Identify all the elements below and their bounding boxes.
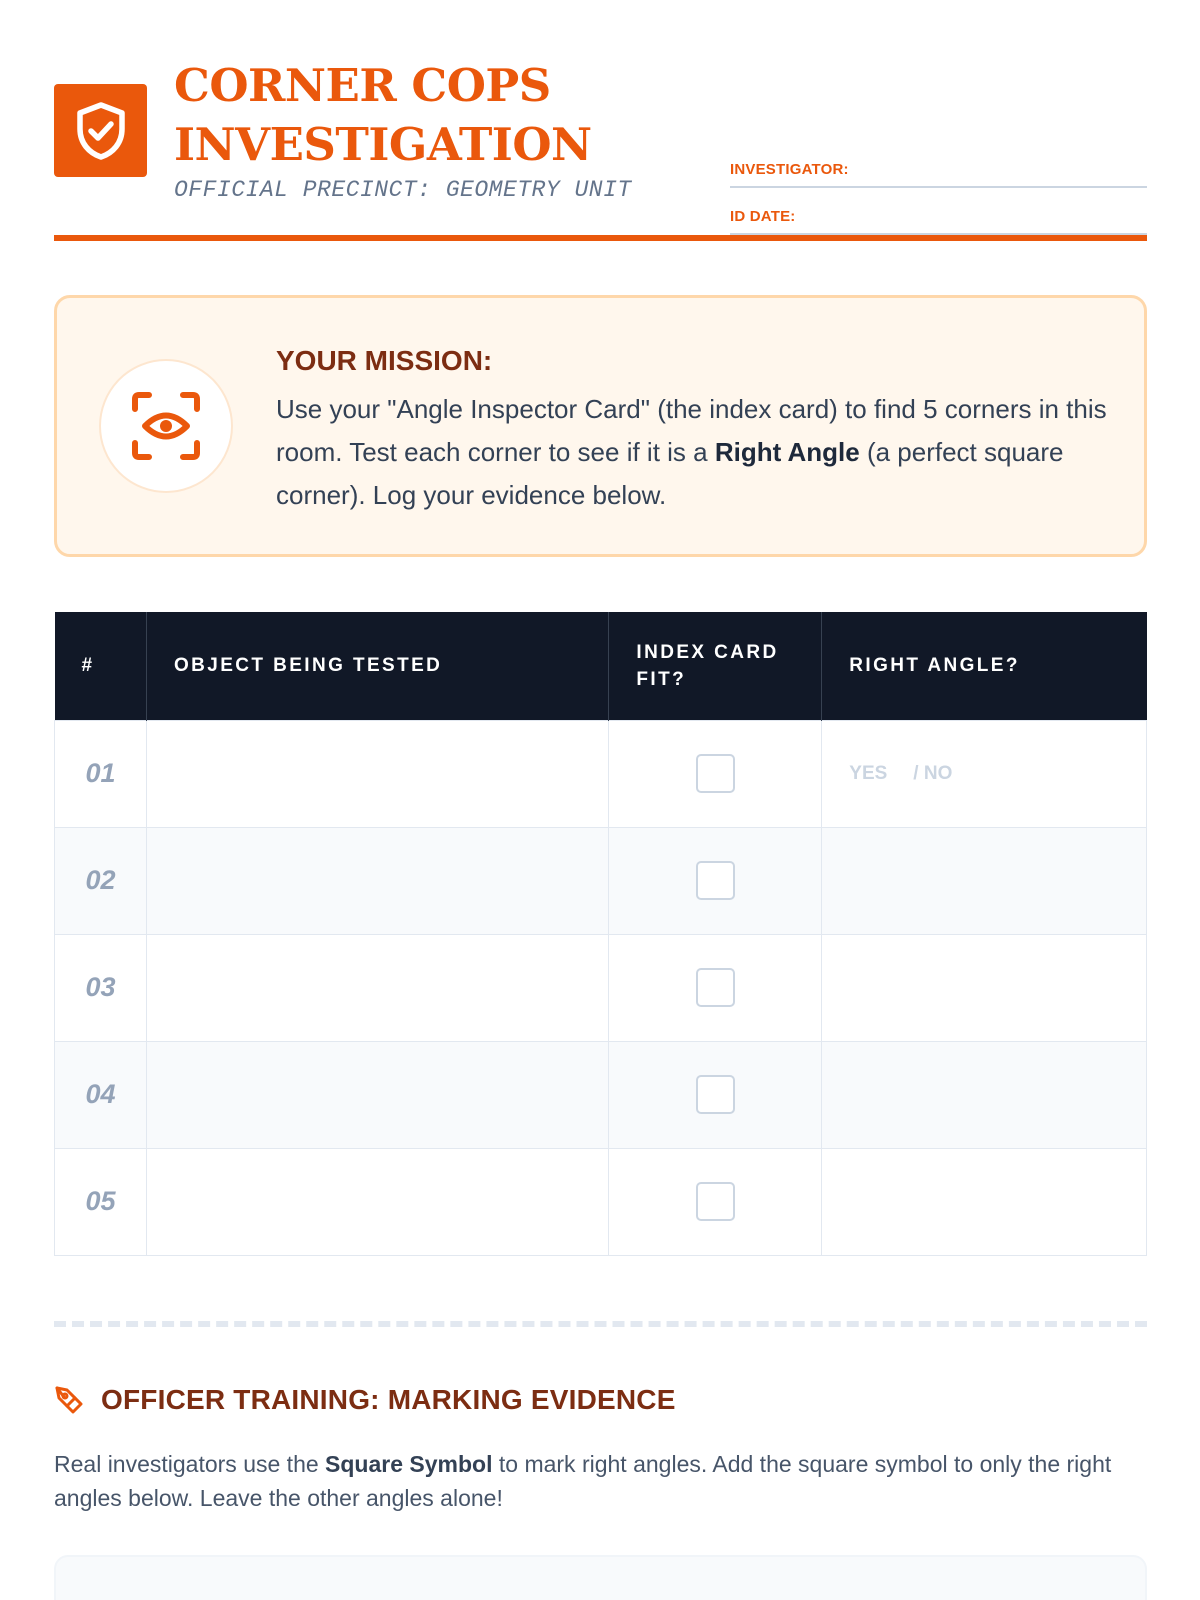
- table-header-row: [55, 612, 1147, 720]
- shield-check-icon: [74, 101, 128, 161]
- mission-instructions: Use your "Angle Inspector Card" (the index card) to find 5 corners in this room. Test each corner to see if it is a Right Angle (a perfect square corner). Log your evidence below.: [276, 394, 1107, 510]
- right-angle-cell[interactable]: [822, 1041, 1147, 1148]
- column-header-right-angle: RIGHT ANGLE?: [822, 612, 1147, 720]
- table-row: [55, 1041, 1147, 1148]
- page-title: CORNER COPS INVESTIGATION: [174, 59, 592, 171]
- eye-scan-icon: [131, 391, 201, 461]
- square-symbol-term: Square Symbol: [325, 1451, 493, 1477]
- id-date-label: ID DATE:: [730, 208, 796, 225]
- column-header-card-fit: INDEX CARD FIT?: [609, 612, 822, 720]
- pen-icon: [54, 1385, 86, 1417]
- table-row: [55, 1148, 1147, 1255]
- card-fit-checkbox[interactable]: [696, 1075, 735, 1114]
- mission-heading: YOUR MISSION:: [276, 345, 493, 376]
- id-date-field[interactable]: [730, 207, 1147, 235]
- logo: [54, 84, 147, 177]
- mission-panel: [54, 295, 1147, 557]
- page-subtitle: OFFICIAL PRECINCT: GEOMETRY UNIT: [174, 177, 632, 203]
- mission-icon-circle: [99, 359, 233, 493]
- table-row: [55, 934, 1147, 1041]
- section-divider: [54, 1321, 1147, 1327]
- right-angle-cell[interactable]: [822, 1148, 1147, 1255]
- evidence-table: [54, 612, 1147, 1256]
- object-cell[interactable]: [146, 934, 608, 1041]
- investigator-field[interactable]: [730, 160, 1147, 188]
- right-angle-cell[interactable]: [822, 934, 1147, 1041]
- card-fit-checkbox[interactable]: [696, 1182, 735, 1221]
- object-cell[interactable]: [146, 1148, 608, 1255]
- training-instructions: Real investigators use the Square Symbol to mark right angles. Add the square symbol to only the right angles below. Leave the other angles alone!: [54, 1451, 1112, 1511]
- right-angle-cell[interactable]: [822, 827, 1147, 934]
- object-cell[interactable]: [146, 720, 608, 827]
- header-divider: [54, 235, 1147, 241]
- row-number: 04: [55, 1041, 147, 1148]
- table-row: [55, 720, 1147, 827]
- card-fit-checkbox[interactable]: [696, 968, 735, 1007]
- object-cell[interactable]: [146, 827, 608, 934]
- no-option[interactable]: / NO: [913, 762, 953, 784]
- card-fit-checkbox[interactable]: [696, 861, 735, 900]
- row-number: 02: [55, 827, 147, 934]
- row-number: 03: [55, 934, 147, 1041]
- card-fit-checkbox[interactable]: [696, 754, 735, 793]
- column-header-object: OBJECT BEING TESTED: [146, 612, 608, 720]
- row-number: 05: [55, 1148, 147, 1255]
- training-heading: OFFICER TRAINING: MARKING EVIDENCE: [101, 1384, 676, 1415]
- right-angle-cell[interactable]: [822, 720, 1147, 827]
- table-row: [55, 827, 1147, 934]
- practice-area: [54, 1555, 1147, 1600]
- worksheet-header: [54, 56, 1147, 242]
- investigator-label: INVESTIGATOR:: [730, 161, 849, 178]
- column-header-number: #: [55, 612, 147, 720]
- right-angle-term: Right Angle: [714, 437, 860, 467]
- yes-option[interactable]: YES: [849, 762, 888, 784]
- object-cell[interactable]: [146, 1041, 608, 1148]
- row-number: 01: [55, 720, 147, 827]
